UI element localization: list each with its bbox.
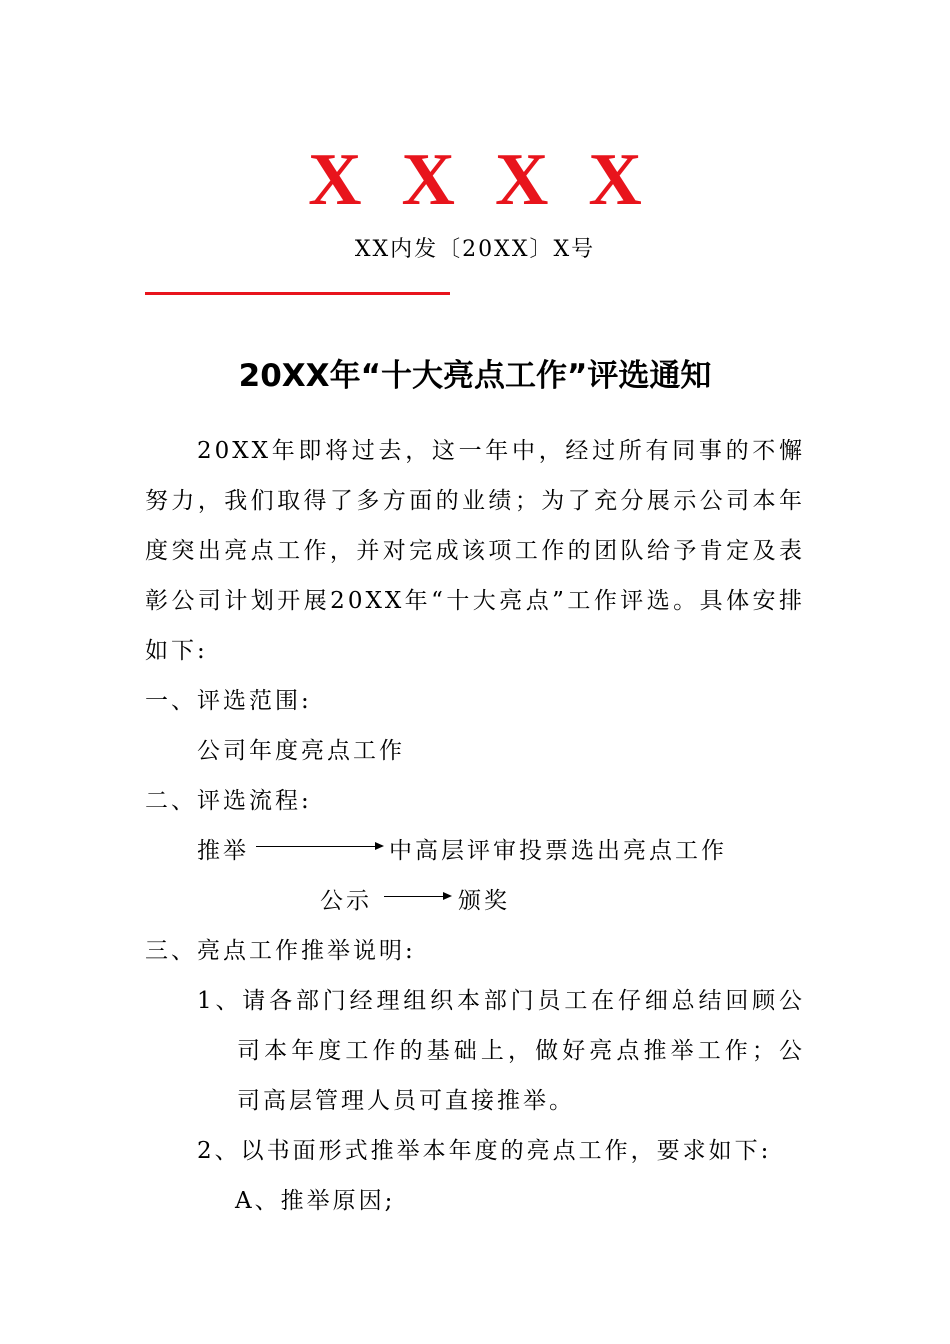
document-number: XX内发〔20XX〕X号 [354,237,596,262]
flow-step-award: 颁奖 [458,888,510,914]
masthead-title: XXXX [308,139,682,221]
intro-paragraph: 20XX年即将过去，这一年中，经过所有同事的不懈努力，我们取得了多方面的业绩；为了充分展示公司本年度突出亮点工作，并对完成该项工作的团队给予肯定及表彰公司计划开展20XX年“十大亮点”工作评选。具体安排如下: [145,438,805,664]
red-divider-line [145,292,450,295]
section3-item2: 2、以书面形式推举本年度的亮点工作，要求如下: [197,1138,772,1164]
section3-item1: 1、请各部门经理组织本部门员工在仔细总结回顾公司本年度工作的基础上，做好亮点推举工作；公司高层管理人员可直接推举。 [197,988,805,1114]
flow-step-review: 中高层评审投票选出亮点工作 [389,838,727,864]
flow-step-nominate: 推举 [197,838,249,864]
flow-arrow-icon [256,846,376,847]
section1-content: 公司年度亮点工作 [197,738,405,764]
section2-heading: 二、评选流程: [145,788,312,814]
section1-heading: 一、评选范围: [145,688,312,714]
section3-item2a: A、推举原因; [235,1188,396,1214]
flow-arrow-icon [384,896,444,897]
section3-heading: 三、亮点工作推举说明: [145,938,416,964]
flow-step-announce: 公示 [320,888,372,914]
notice-title: 20XX年“十大亮点工作”评选通知 [238,358,712,394]
